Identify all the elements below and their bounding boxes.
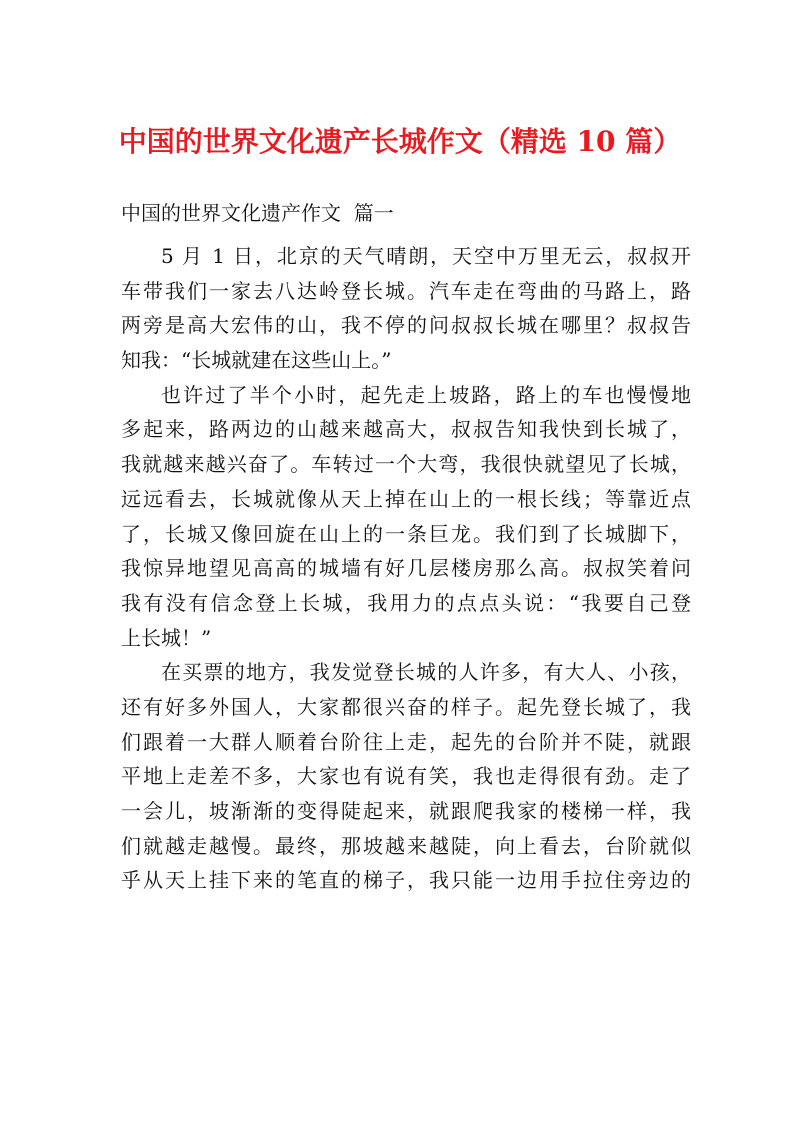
paragraph-1 [121,239,691,378]
text-line: 知我：“长城就建在这些山上。” [121,348,392,373]
text-line: 多起来，路两边的山越来越高大，叔叔告知我快到长城了， [121,417,691,442]
text-line: 远远看去，长城就像从天上掉在山上的一根长线；等靠近点 [121,486,691,511]
text-line: 们跟着一大群人顺着台阶往上走，起先的台阶并不陡，就跟 [121,729,691,754]
text-line: 在买票的地方，我发觉登长城的人许多，有大人、小孩， [161,660,691,685]
paragraph-2 [121,378,691,656]
document-body [121,239,691,898]
document-title: 中国的世界文化遗产长城作文（精选 10 篇） [118,125,682,158]
text-line: 上长城！” [121,625,212,650]
text-line: 们就越走越慢。最终，那坡越来越陡，向上看去，台阶就似 [121,833,691,858]
section-heading: 中国的世界文化遗产作文 篇一 [121,201,394,225]
text-line: 了，长城又像回旋在山上的一条巨龙。我们到了长城脚下， [121,521,691,546]
text-line: 车带我们一家去八达岭登长城。汽车走在弯曲的马路上，路 [121,278,691,303]
text-line: 我有没有信念登上长城，我用力的点点头说：“我要自己登 [121,590,691,615]
text-line: 乎从天上挂下来的笔直的梯子，我只能一边用手拉住旁边的 [121,868,691,893]
text-line: 我就越来越兴奋了。车转过一个大弯，我很快就望见了长城， [121,452,691,477]
text-line: 也许过了半个小时，起先走上坡路，路上的车也慢慢地 [161,382,691,407]
text-line: 5 月 1 日，北京的天气晴朗，天空中万里无云，叔叔开 [161,244,691,268]
text-line: 一会儿，坡渐渐的变得陡起来，就跟爬我家的楼梯一样，我 [121,799,691,823]
text-line: 平地上走差不多，大家也有说有笑，我也走得很有劲。走了 [121,764,691,789]
text-line: 我惊异地望见高高的城墙有好几层楼房那么高。叔叔笑着问 [121,556,691,581]
text-line: 两旁是高大宏伟的山，我不停的问叔叔长城在哪里？叔叔告 [121,313,691,338]
text-line: 还有好多外国人，大家都很兴奋的样子。起先登长城了，我 [121,694,691,719]
paragraph-3 [121,655,691,898]
